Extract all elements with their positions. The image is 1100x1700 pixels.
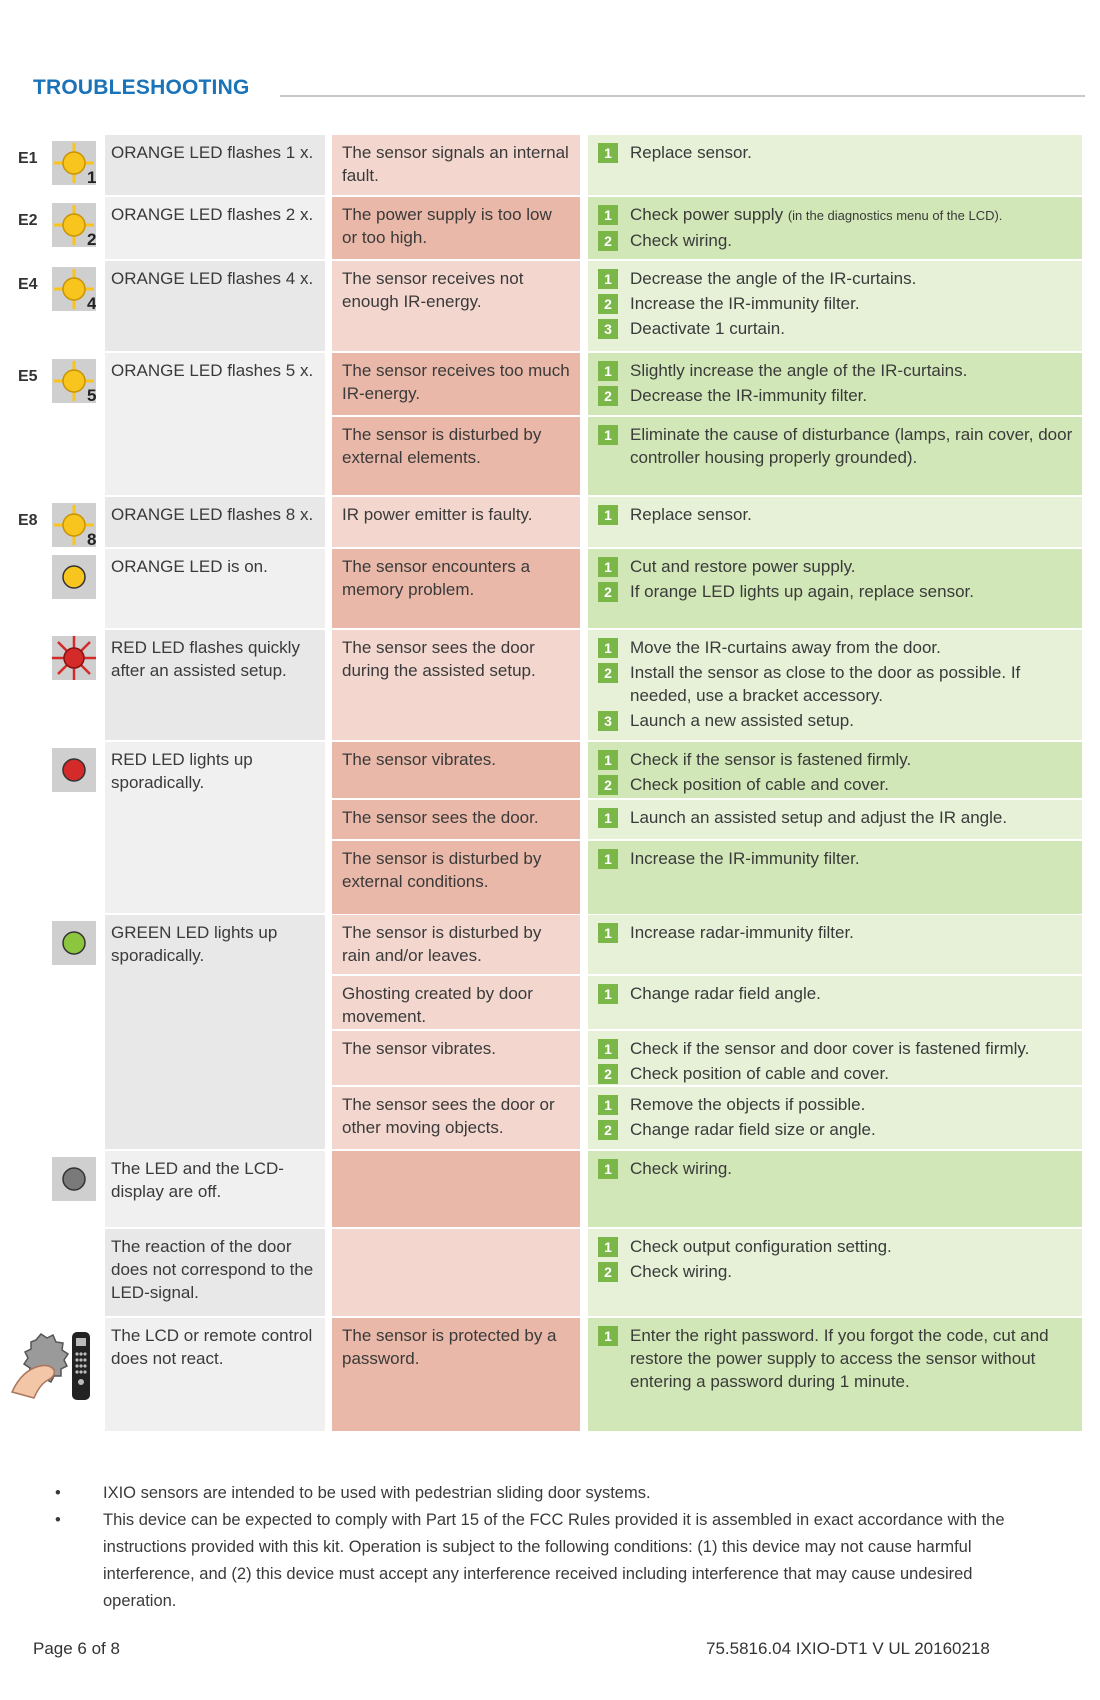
red-led-icon — [52, 748, 96, 792]
orange-led-flashing-icon — [52, 203, 96, 247]
error-code: E8 — [18, 512, 38, 529]
cause-cell: The sensor receives not enough IR-energy. — [332, 261, 580, 351]
step-text — [630, 141, 1076, 164]
step-text-main: Install the sensor as close to the door as possible. If needed, use a bracket accessory. — [630, 663, 1021, 705]
solution-cell — [588, 742, 1082, 798]
step-text-main: If orange LED lights up again, replace sensor. — [630, 582, 974, 601]
led-status-cell — [105, 1318, 325, 1431]
step-number-badge: 1 — [598, 505, 618, 525]
solution-step — [594, 292, 1076, 315]
cause-cell: The sensor sees the door or other moving objects. — [332, 1087, 580, 1149]
step-number-badge: 2 — [598, 1120, 618, 1140]
solution-step — [594, 748, 1076, 771]
step-text — [630, 1062, 1076, 1085]
step-text-main: Check position of cable and cover. — [630, 1064, 889, 1083]
title-divider — [280, 95, 1085, 97]
step-number-badge: 1 — [598, 849, 618, 869]
cause-cell: The sensor is protected by a password. — [332, 1318, 580, 1431]
led-status-cell — [105, 197, 325, 259]
led-status-text: The reaction of the door does not correspond to the LED-signal. — [111, 1237, 314, 1302]
svg-text:5: 5 — [87, 386, 96, 403]
step-text — [630, 555, 1076, 578]
error-code: E5 — [18, 368, 38, 385]
cause-cell: The sensor vibrates. — [332, 1031, 580, 1085]
footer-bullet-text: This device can be expected to comply with Part 15 of the FCC Rules provided it is assembled in exact accordance with the instructions provided with this kit. Operation is subject to the following conditions: (1) this device may not cause harmful interference, and (2) this device must accept any interference received including interference that may cause undesired operation. — [103, 1511, 1005, 1610]
step-number-badge: 1 — [598, 638, 618, 658]
step-text — [630, 1093, 1076, 1116]
solution-cell — [588, 417, 1082, 495]
footer-notes — [55, 1480, 1045, 1615]
step-number-badge: 2 — [598, 582, 618, 602]
step-text-main: Decrease the IR-immunity filter. — [630, 386, 868, 405]
orange-led-flashing-icon — [52, 359, 96, 403]
solution-step — [594, 1118, 1076, 1141]
step-text — [630, 292, 1076, 315]
step-number-badge: 2 — [598, 1262, 618, 1282]
led-status-text: The LED and the LCD-display are off. — [111, 1159, 284, 1201]
step-text — [630, 773, 1076, 796]
solution-step — [594, 1093, 1076, 1116]
led-status-cell — [105, 1229, 325, 1316]
step-text — [630, 203, 1076, 227]
led-off-icon — [52, 1157, 96, 1201]
step-number-badge: 1 — [598, 425, 618, 445]
solution-step — [594, 806, 1076, 829]
step-number-badge: 1 — [598, 750, 618, 770]
orange-led-flashing-icon — [52, 267, 96, 311]
solution-cell — [588, 800, 1082, 839]
step-text — [630, 1260, 1076, 1283]
step-text-main: Decrease the angle of the IR-curtains. — [630, 269, 917, 288]
solution-step — [594, 423, 1076, 469]
step-number-badge: 1 — [598, 1326, 618, 1346]
solution-cell — [588, 630, 1082, 740]
cause-cell: Ghosting created by door movement. — [332, 976, 580, 1029]
step-text — [630, 503, 1076, 526]
step-text-main: Check wiring. — [630, 1262, 733, 1281]
step-text-main: Move the IR-curtains away from the door. — [630, 638, 941, 657]
led-status-cell — [105, 549, 325, 628]
step-text-main: Check power supply — [630, 205, 784, 224]
cause-cell: The sensor encounters a memory problem. — [332, 549, 580, 628]
step-number-badge: 1 — [598, 1039, 618, 1059]
step-text — [630, 661, 1076, 707]
step-text-main: Launch a new assisted setup. — [630, 711, 854, 730]
solution-step — [594, 661, 1076, 707]
step-text-main: Cut and restore power supply. — [630, 557, 856, 576]
led-status-text: ORANGE LED flashes 8 x. — [111, 505, 314, 524]
solution-cell — [588, 1087, 1082, 1149]
solution-cell — [588, 1151, 1082, 1227]
led-status-text: ORANGE LED flashes 4 x. — [111, 269, 314, 288]
step-text-main: Enter the right password. If you forgot the code, cut and restore the power supply to access the sensor without entering a password during 1 minute. — [630, 1326, 1049, 1391]
led-status-text: ORANGE LED flashes 1 x. — [111, 143, 314, 162]
solution-cell — [588, 497, 1082, 547]
step-number-badge: 2 — [598, 386, 618, 406]
solution-step — [594, 384, 1076, 407]
solution-step — [594, 1037, 1076, 1060]
cause-cell: The power supply is too low or too high. — [332, 197, 580, 259]
footer-bullet — [55, 1480, 1045, 1507]
step-number-badge: 2 — [598, 1064, 618, 1084]
page-number: Page 6 of 8 — [33, 1639, 120, 1658]
solution-step — [594, 141, 1076, 164]
step-text — [630, 267, 1076, 290]
led-status-text: ORANGE LED flashes 5 x. — [111, 361, 314, 380]
solution-cell — [588, 261, 1082, 351]
step-text — [630, 1235, 1076, 1258]
solution-cell — [588, 135, 1082, 195]
step-text-main: Replace sensor. — [630, 143, 752, 162]
step-text-main: Change radar field angle. — [630, 984, 821, 1003]
step-number-badge: 1 — [598, 808, 618, 828]
step-text — [630, 982, 1076, 1005]
red-led-flashing-icon — [52, 636, 96, 680]
step-text — [630, 317, 1076, 340]
svg-text:8: 8 — [87, 530, 96, 547]
remote-control-icon — [6, 1326, 94, 1406]
solution-cell — [588, 841, 1082, 914]
svg-text:4: 4 — [87, 294, 96, 311]
step-number-badge: 1 — [598, 143, 618, 163]
step-number-badge: 1 — [598, 984, 618, 1004]
step-number-badge: 1 — [598, 557, 618, 577]
cause-cell: The sensor is disturbed by external conditions. — [332, 841, 580, 914]
document-id: 75.5816.04 IXIO-DT1 V UL 20160218 — [706, 1639, 990, 1658]
step-text-main: Check wiring. — [630, 231, 733, 250]
solution-cell — [588, 1229, 1082, 1316]
step-text — [630, 384, 1076, 407]
cause-cell — [332, 1229, 580, 1316]
step-text-main: Deactivate 1 curtain. — [630, 319, 785, 338]
solution-step — [594, 267, 1076, 290]
orange-led-flashing-icon — [52, 141, 96, 185]
bullet-dot: • — [55, 1511, 61, 1529]
led-status-cell — [105, 353, 325, 495]
solution-step — [594, 503, 1076, 526]
solution-step — [594, 1157, 1076, 1180]
step-number-badge: 1 — [598, 269, 618, 289]
cause-cell: The sensor signals an internal fault. — [332, 135, 580, 195]
solution-step — [594, 1324, 1076, 1393]
cause-cell: IR power emitter is faulty. — [332, 497, 580, 547]
solution-step — [594, 921, 1076, 944]
step-text — [630, 423, 1076, 469]
step-number-badge: 1 — [598, 1095, 618, 1115]
solution-step — [594, 982, 1076, 1005]
step-text-main: Replace sensor. — [630, 505, 752, 524]
led-status-cell — [105, 135, 325, 195]
step-text-main: Check wiring. — [630, 1159, 733, 1178]
step-text-main: Check if the sensor and door cover is fastened firmly. — [630, 1039, 1030, 1058]
led-status-text: ORANGE LED flashes 2 x. — [111, 205, 314, 224]
solution-cell — [588, 1318, 1082, 1431]
green-led-icon — [52, 921, 96, 965]
solution-step — [594, 773, 1076, 796]
cause-cell: The sensor is disturbed by rain and/or leaves. — [332, 915, 580, 974]
step-text-main: Eliminate the cause of disturbance (lamps, rain cover, door controller housing properly grounded). — [630, 425, 1073, 467]
led-status-text: RED LED lights up sporadically. — [111, 750, 253, 792]
step-text-main: Check position of cable and cover. — [630, 775, 889, 794]
led-status-cell — [105, 261, 325, 351]
led-status-cell — [105, 1151, 325, 1227]
cause-cell: The sensor sees the door during the assisted setup. — [332, 630, 580, 740]
step-text-main: Slightly increase the angle of the IR-curtains. — [630, 361, 968, 380]
step-text — [630, 359, 1076, 382]
footer-bullet-text: IXIO sensors are intended to be used with pedestrian sliding door systems. — [103, 1484, 651, 1502]
step-text-main: Remove the objects if possible. — [630, 1095, 866, 1114]
solution-step — [594, 1062, 1076, 1085]
step-text — [630, 748, 1076, 771]
bullet-dot: • — [55, 1484, 61, 1502]
solution-step — [594, 317, 1076, 340]
solution-cell — [588, 197, 1082, 259]
step-text — [630, 847, 1076, 870]
step-text — [630, 806, 1076, 829]
footer-bullet — [55, 1507, 1045, 1615]
cause-cell: The sensor is disturbed by external elements. — [332, 417, 580, 495]
solution-step — [594, 203, 1076, 227]
step-text — [630, 636, 1076, 659]
led-status-cell — [105, 915, 325, 1149]
led-status-text: ORANGE LED is on. — [111, 557, 268, 576]
step-text-main: Launch an assisted setup and adjust the IR angle. — [630, 808, 1008, 827]
solution-cell — [588, 1031, 1082, 1085]
orange-led-flashing-icon — [52, 503, 96, 547]
step-number-badge: 1 — [598, 923, 618, 943]
svg-text:1: 1 — [87, 168, 96, 185]
step-text-main: Check if the sensor is fastened firmly. — [630, 750, 912, 769]
step-text-main: Increase radar-immunity filter. — [630, 923, 854, 942]
solution-step — [594, 1260, 1076, 1283]
solution-cell — [588, 915, 1082, 974]
led-status-text: GREEN LED lights up sporadically. — [111, 923, 278, 965]
step-text — [630, 1157, 1076, 1180]
cause-cell: The sensor sees the door. — [332, 800, 580, 839]
led-status-text: The LCD or remote control does not react. — [111, 1326, 313, 1368]
error-code: E4 — [18, 276, 38, 293]
step-note: (in the diagnostics menu of the LCD). — [787, 208, 1003, 223]
orange-led-icon — [52, 555, 96, 599]
step-text — [630, 709, 1076, 732]
solution-step — [594, 229, 1076, 252]
step-number-badge: 1 — [598, 1159, 618, 1179]
solution-step — [594, 1235, 1076, 1258]
solution-cell — [588, 976, 1082, 1029]
solution-step — [594, 580, 1076, 603]
solution-step — [594, 359, 1076, 382]
step-text-main: Increase the IR-immunity filter. — [630, 849, 860, 868]
step-number-badge: 1 — [598, 361, 618, 381]
led-status-cell — [105, 497, 325, 547]
step-text-main: Change radar field size or angle. — [630, 1120, 876, 1139]
solution-step — [594, 709, 1076, 732]
step-number-badge: 1 — [598, 205, 618, 225]
step-text — [630, 1118, 1076, 1141]
cause-cell: The sensor receives too much IR-energy. — [332, 353, 580, 415]
step-number-badge: 2 — [598, 294, 618, 314]
step-text — [630, 921, 1076, 944]
led-status-cell — [105, 742, 325, 913]
cause-cell — [332, 1151, 580, 1227]
step-number-badge: 1 — [598, 1237, 618, 1257]
step-text-main: Increase the IR-immunity filter. — [630, 294, 860, 313]
svg-text:2: 2 — [87, 230, 96, 247]
step-text-main: Check output configuration setting. — [630, 1237, 892, 1256]
solution-cell — [588, 353, 1082, 415]
step-text — [630, 229, 1076, 252]
solution-step — [594, 636, 1076, 659]
error-code: E1 — [18, 150, 38, 167]
led-status-text: RED LED flashes quickly after an assisted setup. — [111, 638, 300, 680]
solution-cell — [588, 549, 1082, 628]
step-text — [630, 1037, 1076, 1060]
step-number-badge: 2 — [598, 231, 618, 251]
error-code: E2 — [18, 212, 38, 229]
step-number-badge: 3 — [598, 711, 618, 731]
solution-step — [594, 555, 1076, 578]
step-number-badge: 2 — [598, 775, 618, 795]
cause-cell: The sensor vibrates. — [332, 742, 580, 798]
page-title: TROUBLESHOOTING — [33, 76, 250, 99]
step-text — [630, 580, 1076, 603]
step-text — [630, 1324, 1076, 1393]
step-number-badge: 3 — [598, 319, 618, 339]
led-status-cell — [105, 630, 325, 740]
step-number-badge: 2 — [598, 663, 618, 683]
solution-step — [594, 847, 1076, 870]
